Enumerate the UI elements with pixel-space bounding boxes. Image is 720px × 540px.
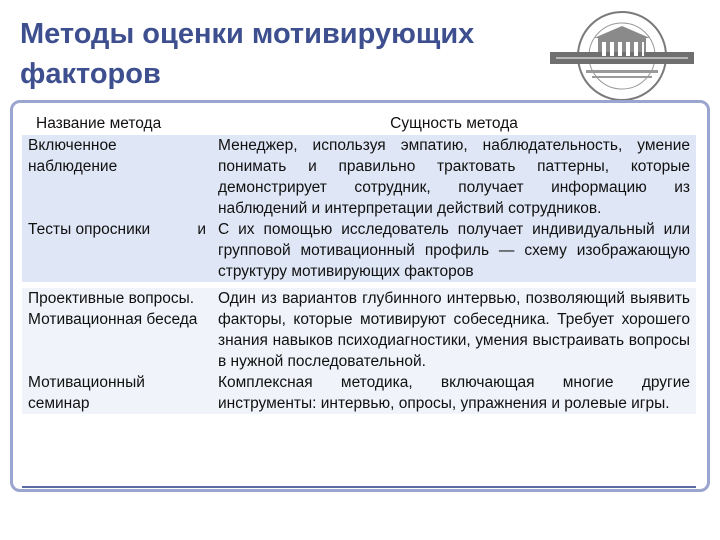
method-name: Включенное наблюдение (22, 135, 212, 219)
table-bottom-border (22, 486, 696, 488)
method-name: Мотивационный семинар (22, 372, 212, 414)
column-header-essence: Сущность метода (390, 115, 518, 132)
method-name-cell (22, 219, 212, 282)
method-essence: Менеджер, используя эмпатию, наблюдательность, умение понимать и правильно трактовать паттерны, которые демонстрирует сотрудник, получает информацию из наблюдений и интерпретации действий сотрудников. (212, 135, 696, 219)
method-essence: Один из вариантов глубинного интервью, позволяющий выявить факторы, которые мотивируют собеседника. Требует хорошего знания навыков психодиагностики, умения выстраивать вопросы в нужной последовательной. (212, 288, 696, 372)
table-row (22, 372, 696, 414)
table-header-row (22, 113, 696, 135)
method-essence: С их помощью исследователь получает индивидуальный или групповой мотивационный профиль — схему изображающую структуру мотивирующих факторов (212, 219, 696, 282)
table-row (22, 135, 696, 219)
methods-table (22, 113, 696, 414)
method-suffix: и (197, 221, 206, 238)
method-name: Тесты опросники (28, 221, 151, 238)
table-row (22, 288, 696, 372)
column-header-method: Название метода (36, 115, 162, 132)
university-seal-icon (546, 8, 698, 104)
slide-title: Методы оценки мотивирующих факторов (20, 18, 475, 90)
method-name: Проективные вопросы. Мотивационная беседа (22, 288, 212, 372)
table-row (22, 219, 696, 282)
method-essence: Комплексная методика, включающая многие другие инструменты: интервью, опросы, упражнения и ролевые игры. (212, 372, 696, 414)
